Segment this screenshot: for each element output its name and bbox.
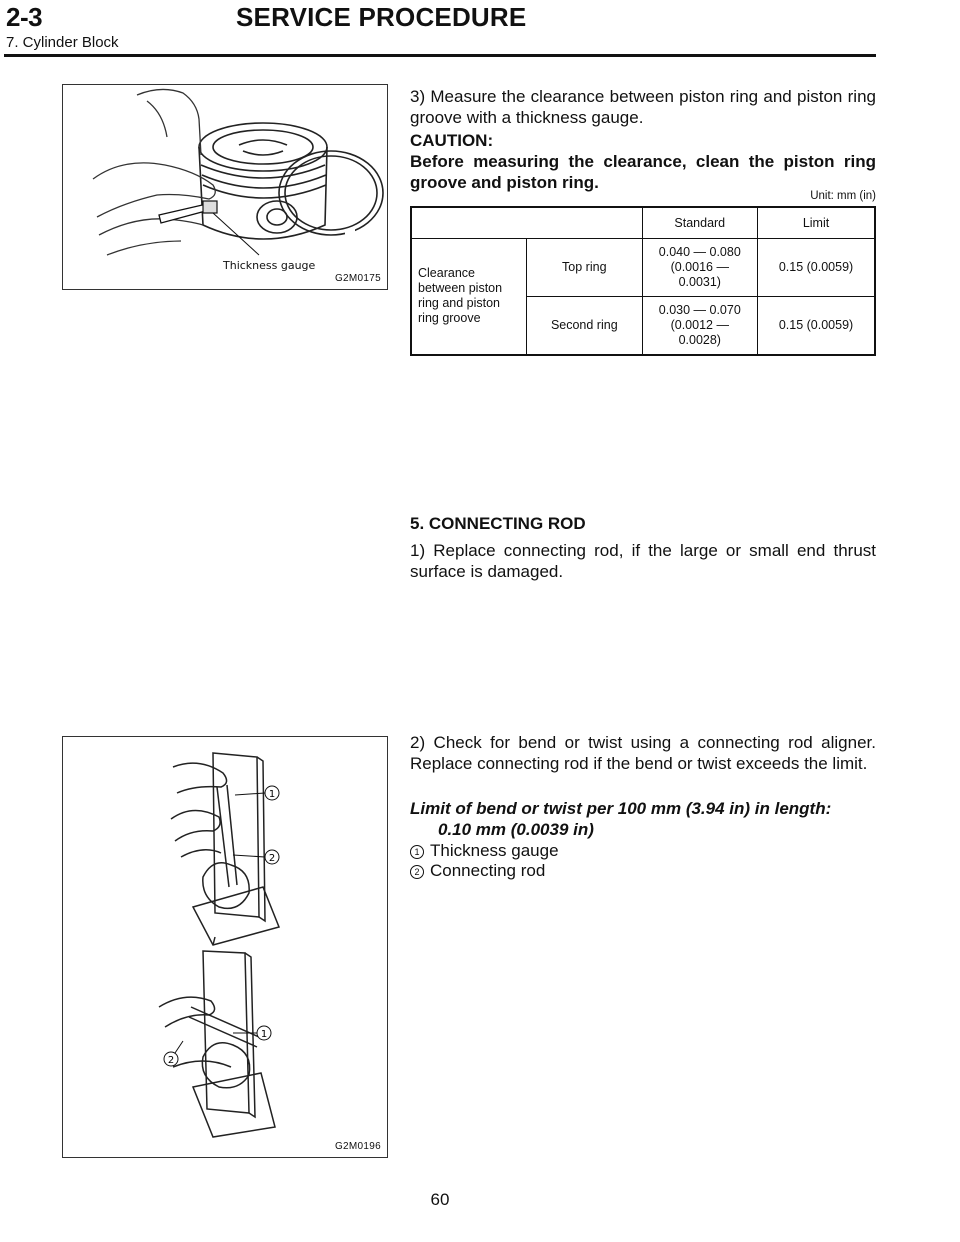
row-name: Top ring	[527, 239, 642, 297]
limit-value: 0.15 (0.0059)	[758, 297, 875, 355]
figure1-label: Thickness gauge	[223, 259, 316, 272]
legend-text: Thickness gauge	[430, 841, 559, 860]
standard-value: 0.030 — 0.070 (0.0012 — 0.0028)	[642, 297, 758, 355]
standard-value: 0.040 — 0.080 (0.0016 — 0.0031)	[642, 239, 758, 297]
section-title: SERVICE PROCEDURE	[236, 2, 527, 32]
section5-heading: 5. CONNECTING ROD	[410, 514, 586, 533]
step2-text: 2) Check for bend or twist using a connecting rod aligner. Replace connecting rod if the bend or twist exceeds the limit.	[410, 733, 876, 773]
step3-text: 3) Measure the clearance between piston ring and piston ring groove with a thickness gauge.	[410, 87, 876, 127]
legend-item-1	[410, 841, 559, 861]
limit-value: 0.15 (0.0059)	[758, 239, 875, 297]
row-label-clearance: Clearance between piston ring and piston ring groove	[411, 239, 527, 355]
legend-item-2	[410, 861, 545, 881]
callout-marker: 2	[410, 865, 424, 879]
callout-marker: 1	[410, 845, 424, 859]
callout-1-lower: 1	[260, 1029, 268, 1040]
col-standard: Standard	[642, 207, 758, 239]
aligner-illustration	[63, 737, 387, 1157]
callout-1-upper: 1	[268, 789, 276, 800]
unit-label: Unit: mm (in)	[810, 190, 876, 202]
col-limit: Limit	[758, 207, 875, 239]
callout-2-lower: 2	[167, 1055, 175, 1066]
figure-piston-ring-gauge	[62, 84, 388, 290]
header-rule	[4, 54, 876, 57]
step1-text: 1) Replace connecting rod, if the large or small end thrust surface is damaged.	[410, 541, 876, 581]
page-number: 60	[430, 1190, 450, 1209]
row-name: Second ring	[527, 297, 642, 355]
callout-2-upper: 2	[268, 853, 276, 864]
figure2-code: G2M0196	[334, 1141, 381, 1152]
spec-line2: 0.10 mm (0.0039 in)	[438, 820, 594, 839]
piston-ring-illustration	[63, 85, 387, 289]
figure1-code: G2M0175	[334, 273, 381, 284]
caution-title: CAUTION:	[410, 131, 494, 150]
table-header-blank	[411, 207, 642, 239]
table-header-row	[411, 207, 875, 239]
caution-text: Before measuring the clearance, clean the piston ring groove and piston ring.	[410, 152, 876, 192]
figure-connecting-rod-aligner	[62, 736, 388, 1158]
spec-line1: Limit of bend or twist per 100 mm (3.94 in) in length:	[410, 799, 832, 818]
table-row	[411, 239, 875, 297]
subsection-title: 7. Cylinder Block	[6, 34, 119, 51]
clearance-table	[410, 206, 876, 356]
legend-text: Connecting rod	[430, 861, 546, 880]
section-number: 2-3	[6, 2, 43, 32]
